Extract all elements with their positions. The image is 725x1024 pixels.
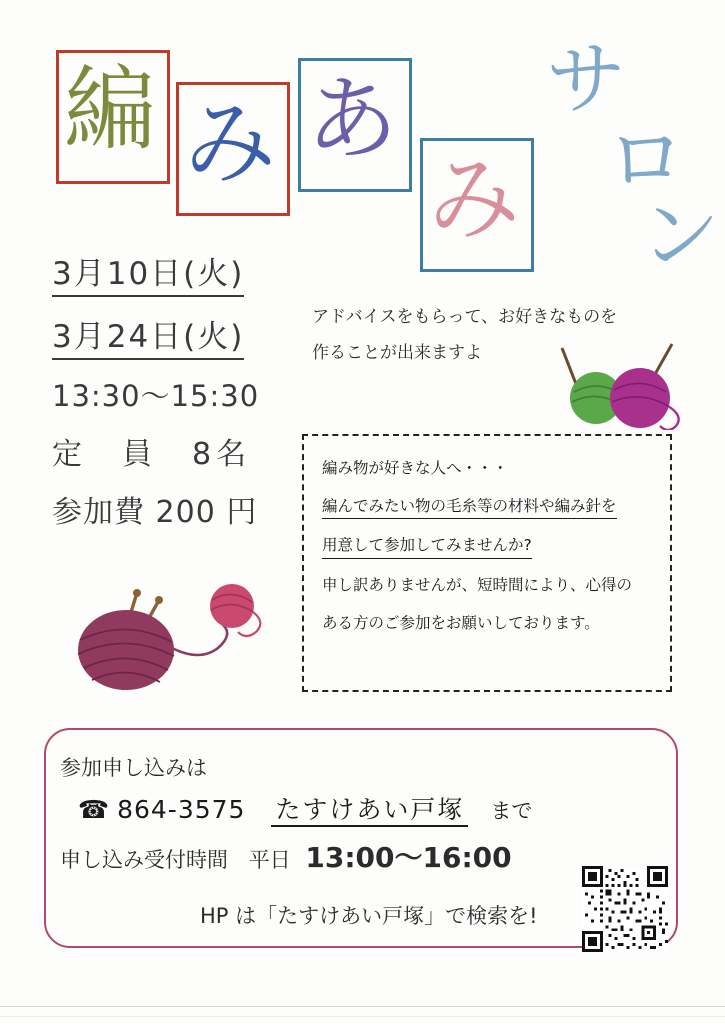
qr-code[interactable] bbox=[582, 866, 668, 952]
reception-hours-row bbox=[60, 836, 512, 876]
advice-line-2: 作ることが出来ますよ bbox=[312, 342, 482, 363]
title-char-5: サ bbox=[546, 33, 626, 126]
telephone-icon: ☎ bbox=[78, 795, 110, 824]
hp-note: HP は「たすけあい戸塚」で検索を! bbox=[200, 904, 538, 928]
phone-number[interactable]: 864-3575 bbox=[117, 795, 246, 824]
event-date-1: 3月10日(火) bbox=[52, 248, 244, 297]
title-char-1: 編 bbox=[63, 56, 156, 163]
hours-label: 申し込み受付時間 bbox=[60, 848, 228, 872]
yarn-balls-icon bbox=[548, 340, 698, 430]
note-line-1: 編み物が好きな人へ・・・ bbox=[322, 459, 509, 477]
note-line-5: ある方のご参加をお願いしております。 bbox=[322, 613, 600, 632]
title-char-7: ン bbox=[640, 189, 720, 282]
weekday-label: 平日 bbox=[248, 848, 291, 872]
note-line-2: 編んでみたい物の毛糸等の材料や編み針を bbox=[322, 496, 617, 520]
title-char-2: み bbox=[183, 90, 276, 197]
organization-name: たすけあい戸塚 bbox=[271, 795, 468, 827]
title-block bbox=[40, 28, 720, 282]
title-char-3: あ bbox=[305, 66, 398, 173]
page-edge-line bbox=[0, 1006, 725, 1007]
contact-phone-row bbox=[78, 790, 532, 826]
apply-label: 参加申し込みは bbox=[60, 756, 207, 780]
event-date-2: 3月24日(火) bbox=[52, 311, 244, 360]
reception-hours: 13:00〜16:00 bbox=[305, 841, 512, 874]
advice-line-1: アドバイスをもらって、お好きなものを bbox=[312, 307, 618, 327]
title-char-4: み bbox=[427, 146, 520, 253]
note-line-3: 用意して参加してみませんか? bbox=[322, 535, 532, 559]
note-line-4: 申し訳ありませんが、短時間により、心得の bbox=[322, 576, 633, 595]
event-time: 13:30〜15:30 bbox=[52, 379, 260, 413]
note-box bbox=[302, 434, 672, 692]
event-fee: 参加費 200 円 bbox=[52, 495, 258, 530]
page-edge-line-secondary bbox=[0, 1016, 725, 1017]
yarn-ball-large-icon bbox=[58, 578, 288, 708]
event-capacity: 定 員 8名 bbox=[52, 437, 252, 472]
made-suffix: まで bbox=[490, 799, 533, 823]
title-char-6: ロ bbox=[606, 113, 686, 206]
